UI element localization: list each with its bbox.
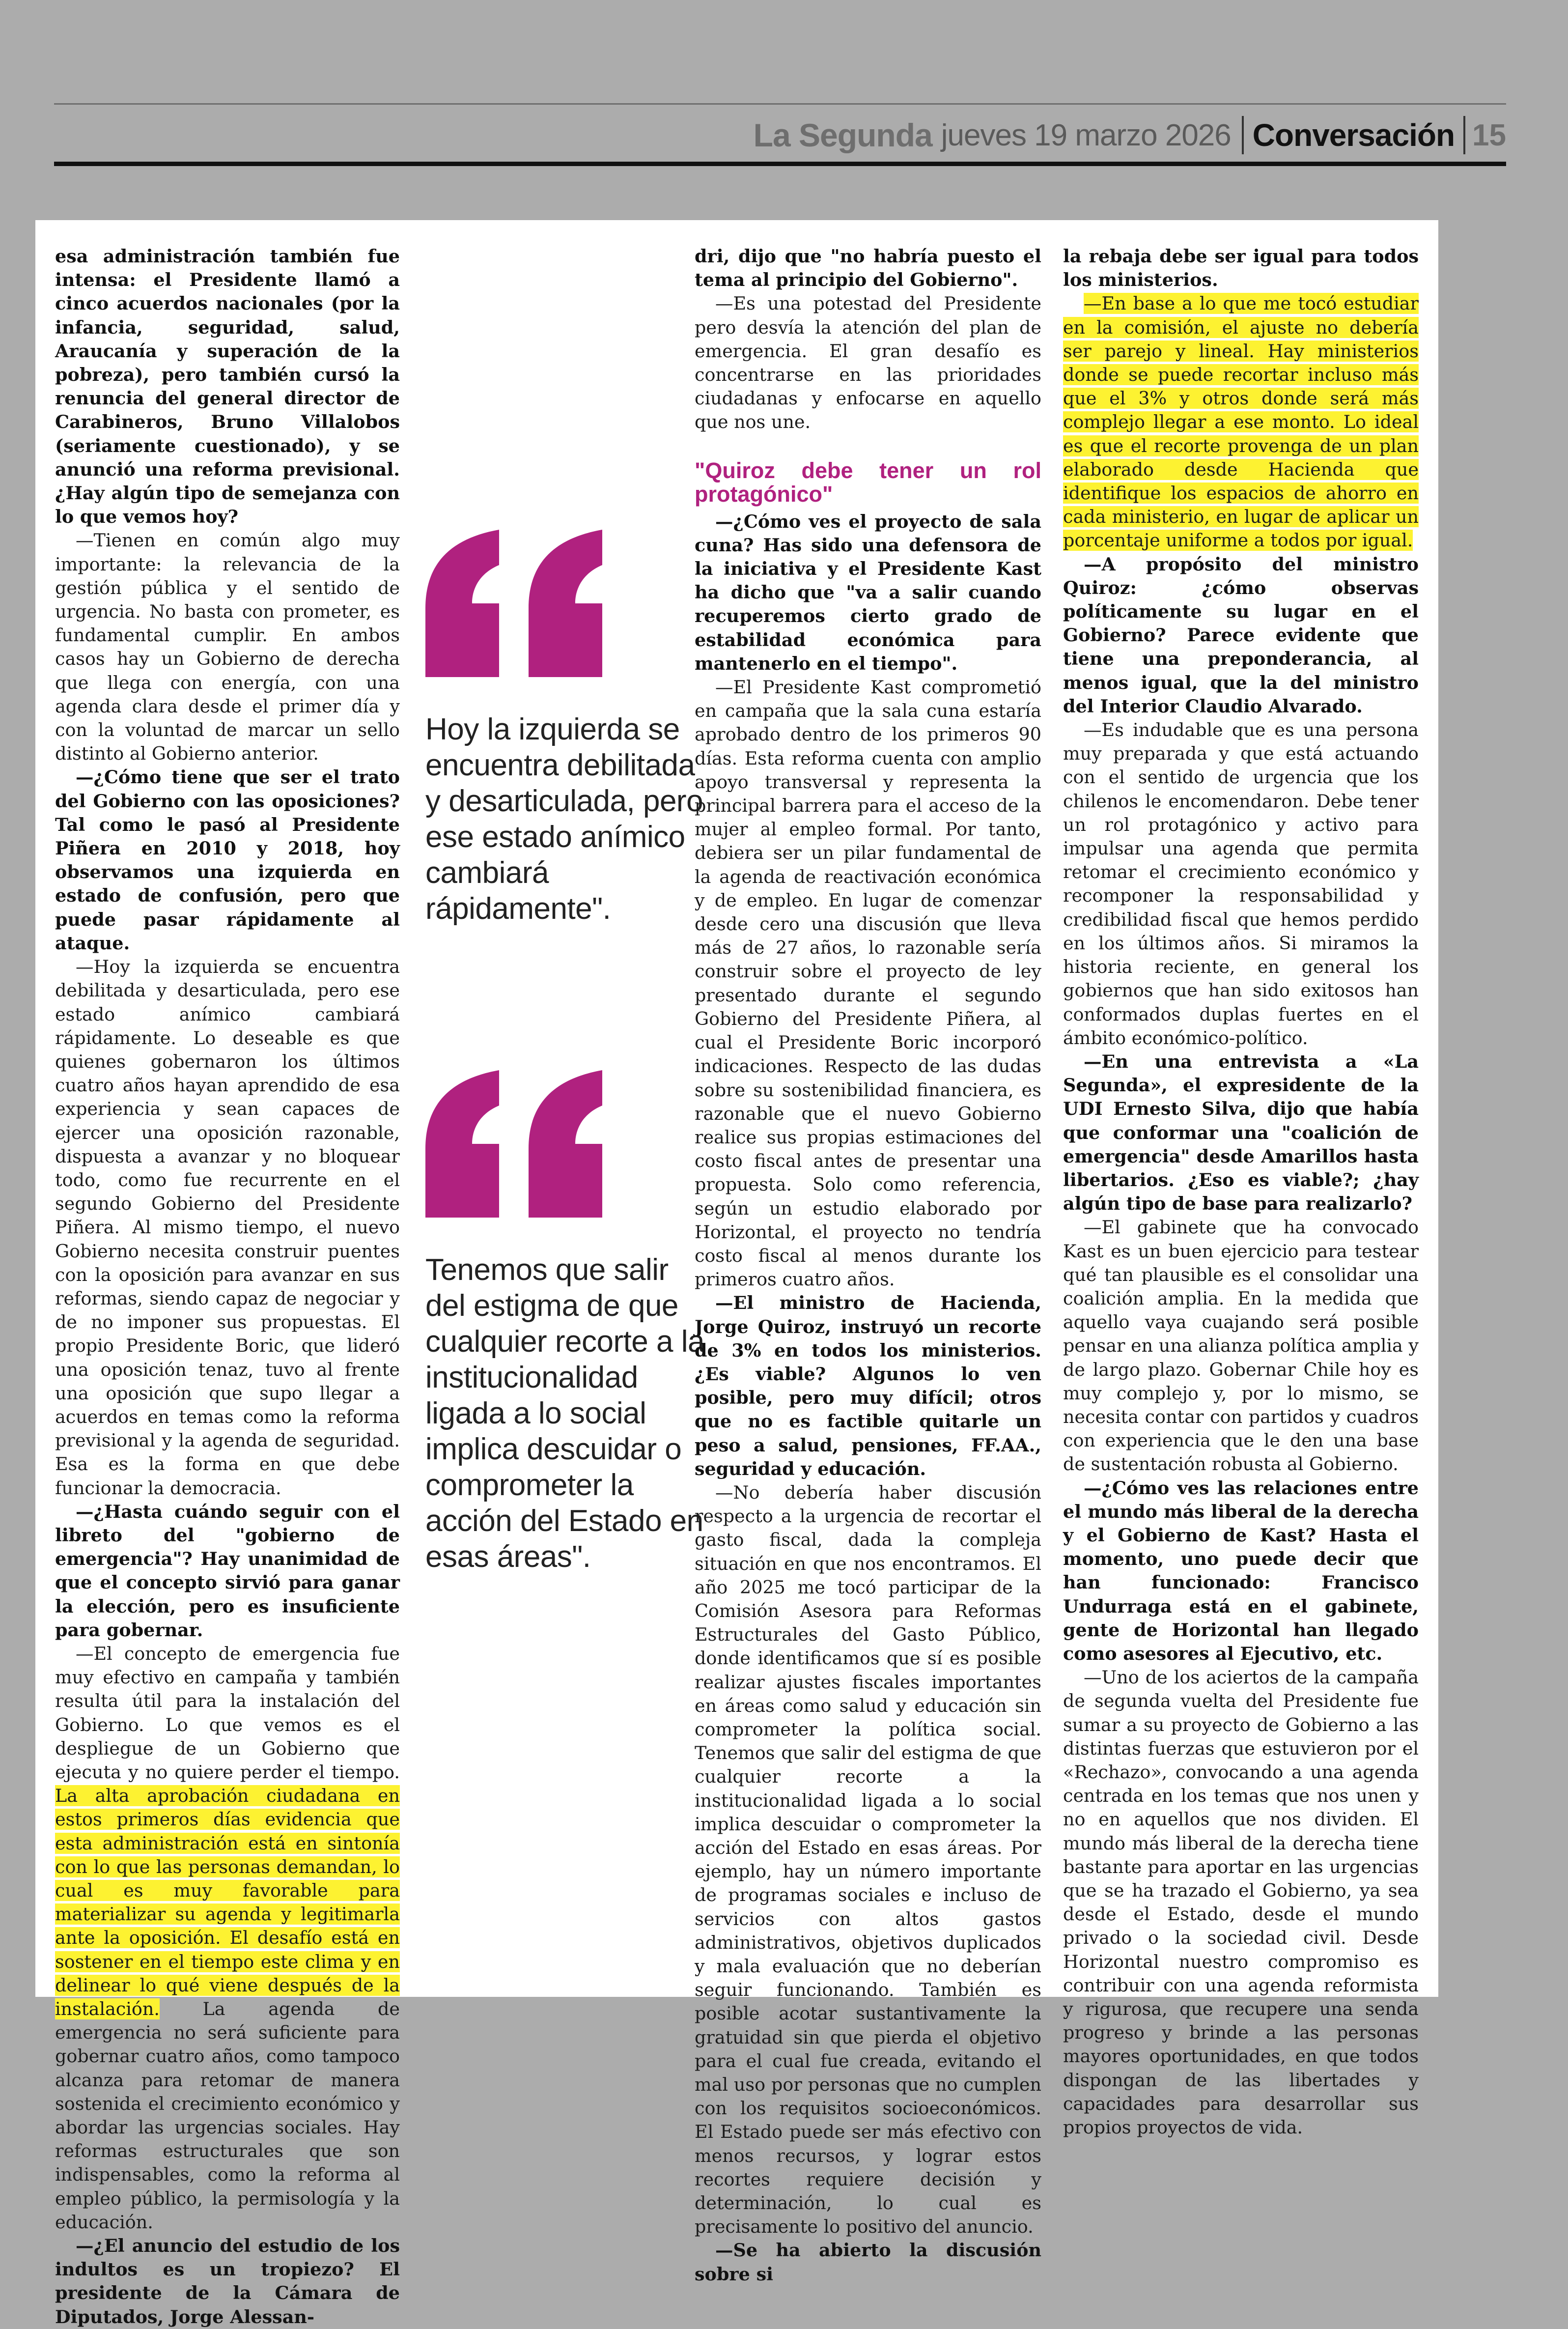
highlighted-text: La alta aprobación ciudadana en estos primeros días evidencia que esta administración está en sintonía con lo que las personas demandan, lo cual es muy favorable para materializar su agenda y legitimarla ante la oposición. El desafío está en sostener en el tiempo este clima y en delinear lo qué viene después de la instalación.: [55, 1785, 400, 2020]
question-paragraph: esa administración también fue intensa: el Presidente llamó a cinco acuerdos nacionales (por la infancia, seguridad, salud, Araucanía y superación de la pobreza), pero también cursó la renuncia del general director de Carabineros, Bruno Villalobos (seriamente cuestionado), y se anunció una reforma previsional. ¿Hay algún tipo de semejanza con lo que vemos hoy?: [55, 246, 400, 528]
question-paragraph: dri, dijo que "no habría puesto el tema al principio del Gobierno".: [695, 246, 1041, 291]
header-divider: [1242, 116, 1244, 154]
article-column-3: [695, 245, 1041, 2286]
question-paragraph: la rebaja debe ser igual para todos los ministerios.: [1063, 246, 1419, 291]
answer-paragraph: —Tienen en común algo muy importante: la relevancia de la gestión pública y el sentido de urgencia. No basta con prometer, es fundamental cumplir. En ambos casos hay un Gobierno de derecha que llega con energía, con una agenda clara desde el primer día y con la voluntad de marcar un sello distinto al Gobierno anterior.: [55, 530, 400, 765]
header-divider-2: [1463, 116, 1465, 154]
answer-paragraph: —Hoy la izquierda se encuentra debilitada y desarticulada, pero ese estado anímico cambiará rápidamente. Lo deseable es que quienes gobernaron los últimos cuatro años hayan aprendido de esa experiencia y sean capaces de ejercer una oposición razonable, dispuesta a avanzar y no bloquear todo, como fue recurrente en el segundo Gobierno del Presidente Piñera. Al mismo tiempo, el nuevo Gobierno necesita construir puentes con la oposición para avanzar en sus reformas, siendo capaz de negociar y de no imponer sus propuestas. El propio Presidente Boric, que lideró una oposición tenaz, tuvo al frente una oposición que supo llegar a acuerdos en temas como la reforma previsional y la agenda de seguridad. Esa es la forma en que debe funcionar la democracia.: [55, 956, 400, 1499]
page-header: [54, 103, 1506, 166]
section-subheading: "Quiroz debe tener un rol protagónico": [695, 457, 1041, 507]
question-paragraph: —¿Hasta cuándo seguir con el libreto del "gobierno de emergencia"? Hay unanimidad de que el concepto sirvió para ganar la elección, pero es insuficiente para gobernar.: [55, 1501, 400, 1641]
question-paragraph: —¿Cómo ves las relaciones entre el mundo más liberal de la derecha y el Gobierno de Kast? Hasta el momento, uno puede decir que han funcionado: Francisco Undurraga está en el gabinete, gente de Horizontal han llegado como asesores al Ejecutivo, etc.: [1063, 1477, 1419, 1664]
pull-quote-1: [425, 530, 708, 927]
highlighted-text: —En base a lo que me tocó estudiar en la comisión, el ajuste no debería ser parejo y lineal. Hay ministerios donde se puede recortar incluso más que el 3% y otros donde será más complejo llegar a ese monto. Lo ideal es que el recorte provenga de un plan elaborado desde Hacienda que identifique los espacios de ahorro en cada ministerio, en lugar de aplicar un porcentaje uniforme a todos por igual.: [1063, 293, 1419, 551]
section-name: Conversación: [1252, 117, 1455, 153]
answer-paragraph: —Es indudable que es una persona muy preparada y que está actuando con el sentido de urgencia que los chilenos le encomendaron. Debe tener un rol protagónico y activo para impulsar una agenda que permita retomar el crecimiento económico y recomponer la responsabilidad y credibilidad fiscal que hemos perdido en los últimos años. Si miramos la historia reciente, en general los gobiernos que han sido exitosos han conformados duplas fuertes en el ámbito económico-político.: [1063, 719, 1419, 1049]
answer-text: —El concepto de emergencia fue muy efectivo en campaña y también resulta útil para la instalación del Gobierno. Lo que vemos es el despliegue de un Gobierno que ejecuta y no quiere perder el tiempo.: [55, 1643, 400, 1783]
publication-name: La Segunda: [753, 117, 932, 153]
question-paragraph: —En una entrevista a «La Segunda», el expresidente de la UDI Ernesto Silva, dijo que había que conformar una "coalición de emergencia" desde Amarillos hasta libertarios. ¿Eso es viable?; ¿hay algún tipo de base para realizarlo?: [1063, 1051, 1419, 1215]
header-masthead: [754, 112, 1506, 159]
pull-quote-2: [425, 1070, 708, 1575]
answer-paragraph: [55, 1642, 400, 2234]
question-paragraph: —¿Cómo ves el proyecto de sala cuna? Has sido una defensora de la iniciativa y el Presidente Kast ha dicho que "va a salir cuando recuperemos cierto grado de estabilidad económica para mantenerlo en el tiempo".: [695, 511, 1041, 674]
question-paragraph: —A propósito del ministro Quiroz: ¿cómo observas políticamente su lugar en el Gobierno? Parece evidente que tiene una preponderancia, al menos igual, que la del ministro del Interior Claudio Alvarado.: [1063, 553, 1419, 717]
pull-quote-text: Tenemos que salir del estigma de que cualquier recorte a la institucionalidad ligada a lo social implica descuidar o comprometer la acción del Estado en esas áreas".: [425, 1253, 704, 1574]
quote-mark-icon: [425, 1070, 602, 1218]
article-column-1: [55, 245, 400, 2329]
publication-date: jueves 19 marzo 2026: [941, 118, 1231, 152]
answer-paragraph: —Uno de los aciertos de la campaña de segunda vuelta del Presidente fue sumar a su proyecto de Gobierno a las distintas fuerzas que estuvieron por el «Rechazo», convocando a una agenda centrada en los temas que nos unen y no en aquellos que nos dividen. El mundo más liberal de la derecha tiene bastante para aportar en las urgencias que se ha trazado el Gobierno, ya sea desde el Estado, desde el mundo privado o la sociedad civil. Desde Horizontal nuestro compromiso es contribuir con una agenda reformista y rigurosa, que recupere una senda progreso y brinde a las personas mayores oportunidades, en que todos dispongan de las libertades y capacidades para desarrollar sus propios proyectos de vida.: [1063, 1667, 1419, 2138]
question-paragraph: —Se ha abierto la discusión sobre si: [695, 2240, 1041, 2285]
question-paragraph: —El ministro de Hacienda, Jorge Quiroz, instruyó un recorte de 3% en todos los ministerios. ¿Es viable? Algunos lo ven posible, pero muy difícil; otros que no es factible quitarle un peso a salud, pensiones, FF.AA., seguridad y educación.: [695, 1292, 1041, 1479]
answer-paragraph: [1063, 292, 1419, 552]
page-number: 15: [1472, 118, 1506, 152]
question-paragraph: —¿El anuncio del estudio de los indultos es un tropiezo? El presidente de la Cámara de Diputados, Jorge Alessan-: [55, 2235, 400, 2328]
answer-paragraph: —Es una potestad del Presidente pero desvía la atención del plan de emergencia. El gran desafío es concentrarse en las prioridades ciudadanas y enfocarse en aquello que nos une.: [695, 293, 1041, 433]
pull-quote-text: Hoy la izquierda se encuentra debilitada y desarticulada, pero ese estado anímico cambiará rápidamente".: [425, 712, 703, 926]
answer-paragraph: —El Presidente Kast comprometió en campaña que la sala cuna estaría aprobado dentro de los primeros 90 días. Esta reforma cuenta con amplio apoyo transversal y representa la principal barrera para el acceso de la mujer al empleo formal. Por tanto, debiera ser un pilar fundamental de la agenda de reactivación económica y de empleo. En lugar de comenzar desde cero una discusión que lleva más de 27 años, lo razonable sería construir sobre el proyecto de ley presentado durante el segundo Gobierno del Presidente Piñera, al cual el Presidente Boric incorporó indicaciones. Respecto de las dudas sobre su sostenibilidad financiera, es razonable que el nuevo Gobierno realice sus propias estimaciones del costo fiscal antes de presentar una propuesta. Solo como referencia, según un estudio elaborado por Horizontal, el proyecto no tendría costo fiscal al menos durante los primeros cuatro años.: [695, 677, 1041, 1290]
quote-mark-icon: [425, 530, 602, 677]
answer-paragraph: —No debería haber discusión respecto a la urgencia de recortar el gasto fiscal, dada la compleja situación en que nos encontramos. El año 2025 me tocó participar de la Comisión Asesora para Reformas Estructurales del Gasto Público, donde identificamos que sí es posible realizar ajustes fiscales importantes en áreas como salud y educación sin comprometer la política social. Tenemos que salir del estigma de que cualquier recorte a la institucionalidad ligada a lo social implica descuidar o comprometer la acción del Estado en esas áreas. Por ejemplo, hay un número importante de programas sociales e incluso de servicios con altos gastos administrativos, objetivos duplicados y mala evaluación que no deberían seguir funcionando. También es posible acotar sustantivamente la gratuidad sin que pierda el objetivo para el cual fue creada, evitando el mal uso por personas que no cumplen con los requisitos socioeconómicos. El Estado puede ser más efectivo con menos recursos, y lograr estos recortes requiere decisión y determinación, lo cual es precisamente lo positivo del anuncio.: [695, 1481, 1041, 2238]
newspaper-page: [35, 220, 1438, 2328]
answer-text: La agenda de emergencia no será suficiente para gobernar cuatro años, como tampoco alcanza para retomar de manera sostenida el crecimiento económico y abordar las urgencias sociales. Hay reformas estructurales que son indispensables, como la reforma al empleo público, la permisología y la educación.: [55, 1998, 400, 2233]
article-column-4: [1063, 245, 1419, 2139]
answer-paragraph: —El gabinete que ha convocado Kast es un buen ejercicio para testear qué tan plausible es el consolidar una coalición amplia. En la medida que aquello vaya cuajando será posible pensar en una alianza política amplia y de largo plazo. Gobernar Chile hoy es muy complejo y, por lo mismo, se necesita contar con partidos y cuadros con experiencia que le den una base de sustentación robusta al Gobierno.: [1063, 1217, 1419, 1475]
question-paragraph: —¿Cómo tiene que ser el trato del Gobierno con las oposiciones? Tal como le pasó al Presidente Piñera en 2010 y 2018, hoy observamos una izquierda en estado de confusión, pero que puede pasar rápidamente al ataque.: [55, 767, 400, 954]
